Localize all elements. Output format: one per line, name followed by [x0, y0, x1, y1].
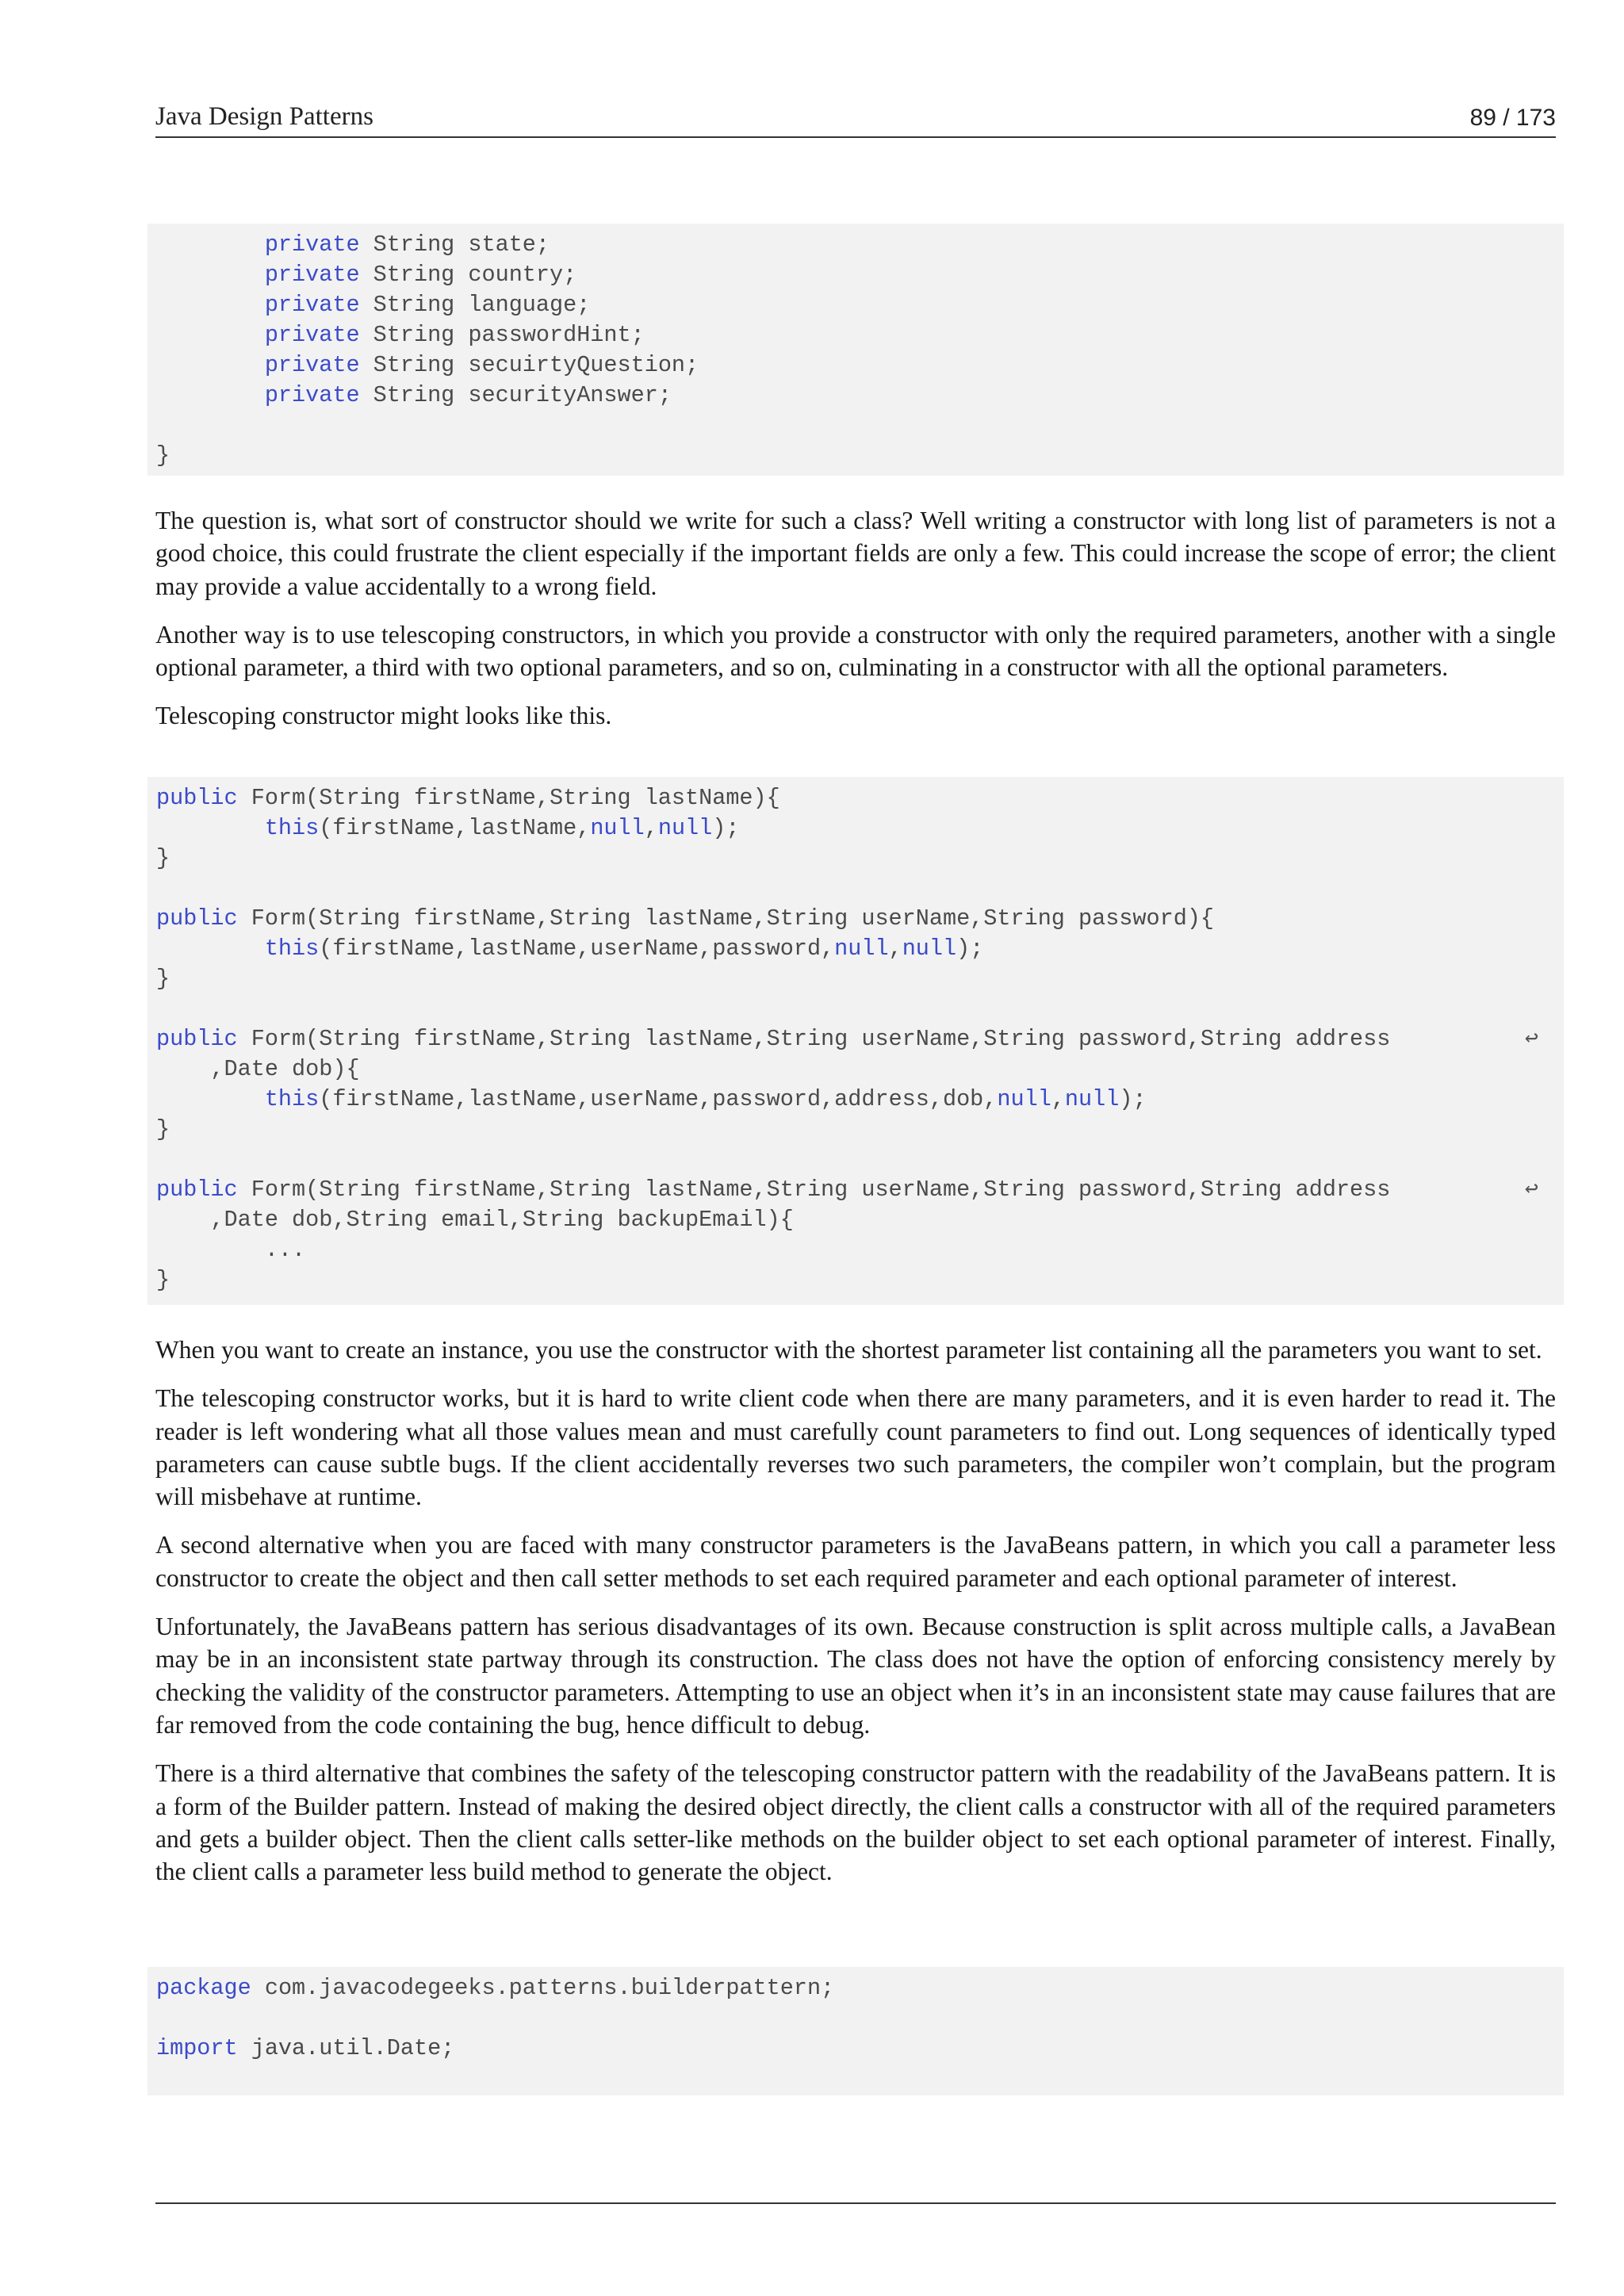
code-text [156, 292, 265, 318]
line-wrap-icon: ↩ [1524, 1026, 1538, 1052]
code-text [156, 322, 265, 348]
code-keyword: private [264, 232, 360, 258]
code-line [156, 813, 1564, 844]
code-text: ); [1119, 1086, 1147, 1112]
paragraph: Another way is to use telescoping constructors, in which you provide a constructor with only the required parameters, another with a single optional parameter, a third with two optional parameters, and so on, culminating in a constructor with all the optional parameters. [155, 620, 1556, 682]
code-text: , [644, 815, 658, 841]
code-text: ... [156, 1237, 306, 1263]
paragraph: The telescoping constructor works, but it is hard to write client code when there are many parameters, and it is even harder to read it. The reader is left wondering what all those values mean and must carefully count parameters to find out. Long sequences of identically typed parameters can cause subtle bugs. If the client accidentally reverses two such parameters, the compiler won’t complain, but the program will misbehave at runtime. [155, 1384, 1556, 1511]
code-line [156, 1115, 1564, 1145]
paragraph: Unfortunately, the JavaBeans pattern has serious disadvantages of its own. Because construction is split across multiple calls, a JavaBean may be in an inconsistent state partway through its construction. The class does not have the option of enforcing consistency merely by checking the validity of the constructor parameters. Attempting to use an object when it’s in an inconsistent state may cause failures that are far removed from the code containing the bug, hence difficult to debug. [155, 1613, 1556, 1739]
code-text: } [156, 1267, 170, 1293]
code-keyword: this [264, 815, 320, 841]
code-block-builder-package [147, 1967, 1564, 2095]
paragraph: The question is, what sort of constructor should we write for such a class? Well writing a constructor with long list of parameters is not a good choice, this could frustrate the client especially if the important fields are only a few. This could increase the scope of error; the client may provide a value accidentally to a wrong field. [155, 507, 1556, 600]
code-text: java.util.Date; [237, 2035, 455, 2061]
code-text: } [156, 442, 170, 469]
code-line [156, 320, 1564, 350]
code-text [156, 1086, 265, 1112]
code-text: Form(String firstName,String lastName,String userName,String password){ [237, 905, 1215, 932]
code-text: (firstName,lastName,userName,password,address,dob, [319, 1086, 998, 1112]
code-text [156, 352, 265, 378]
code-keyword: private [264, 322, 360, 348]
code-keyword: null [1064, 1086, 1120, 1112]
code-line [156, 441, 1564, 471]
footer-rule [155, 2202, 1556, 2204]
code-line [156, 381, 1564, 411]
code-keyword: this [264, 1086, 320, 1112]
code-line [156, 874, 1564, 904]
code-keyword: null [657, 815, 713, 841]
paragraph: A second alternative when you are faced with many constructor parameters is the JavaBeans pattern, in which you call a parameter less constructor to create the object and then call setter methods to set each required parameter and each optional parameter of interest. [155, 1531, 1556, 1592]
code-keyword: null [997, 1086, 1051, 1112]
code-line [156, 290, 1564, 320]
code-line [156, 1085, 1564, 1115]
code-text: Form(String firstName,String lastName,String userName,String password,String address [237, 1026, 1391, 1052]
code-text: Form(String firstName,String lastName){ [237, 785, 780, 811]
code-line [156, 2034, 1564, 2064]
code-line [156, 844, 1564, 874]
code-text: Form(String firstName,String lastName,String userName,String password,String address [237, 1177, 1391, 1203]
code-keyword: this [264, 936, 320, 962]
code-line [156, 994, 1564, 1024]
code-text: String passwordHint; [359, 322, 645, 348]
line-wrap-icon: ↩ [1524, 1177, 1538, 1203]
code-text [156, 382, 265, 408]
code-block-telescoping-constructors [147, 777, 1564, 1305]
code-line [156, 783, 1564, 813]
paragraph: When you want to create an instance, you use the constructor with the shortest parameter list containing all the parameters you want to set. [155, 1336, 1542, 1364]
paragraph: There is a third alternative that combines the safety of the telescoping constructor pattern with the readability of the JavaBeans pattern. It is a form of the Builder pattern. Instead of making the desired object directly, the client calls a constructor with all of the required parameters and gets a builder object. Then the client calls setter-like methods on the builder object to set each optional parameter of interest. Finally, the client calls a parameter less build method to generate the object. [155, 1759, 1556, 1886]
page-header [155, 97, 1556, 138]
code-line [156, 1235, 1564, 1265]
code-keyword: public [156, 1026, 238, 1052]
code-text: com.javacodegeeks.patterns.builderpattern; [251, 1975, 835, 2001]
code-text: String securityAnswer; [359, 382, 672, 408]
code-text [156, 815, 265, 841]
code-line [156, 1054, 1564, 1085]
code-line [156, 411, 1564, 441]
code-line [156, 2003, 1564, 2034]
code-text: ); [956, 936, 984, 962]
code-keyword: private [264, 382, 360, 408]
code-keyword: public [156, 1177, 238, 1203]
prose-section-telescoping [155, 504, 1556, 748]
book-title: Java Design Patterns [155, 102, 373, 131]
code-keyword: import [156, 2035, 238, 2061]
code-text: String state; [359, 232, 550, 258]
code-text [156, 262, 265, 288]
code-line [156, 934, 1564, 964]
code-keyword: null [834, 936, 889, 962]
code-line [156, 904, 1564, 934]
code-keyword: public [156, 785, 238, 811]
code-line [156, 1175, 1564, 1205]
code-line [156, 964, 1564, 994]
page-number: 89 / 173 [1469, 105, 1556, 131]
code-text: , [1051, 1086, 1065, 1112]
code-line [156, 1265, 1564, 1295]
code-text: ,Date dob){ [156, 1056, 360, 1082]
code-text: (firstName,lastName,userName,password, [319, 936, 835, 962]
code-text: , [888, 936, 902, 962]
code-keyword: package [156, 1975, 251, 2001]
code-text: } [156, 845, 170, 871]
code-line [156, 260, 1564, 290]
prose-section-alternatives [155, 1334, 1556, 1904]
code-line [156, 230, 1564, 260]
code-line [156, 1145, 1564, 1175]
code-keyword: null [902, 936, 957, 962]
code-line [156, 1024, 1564, 1054]
code-text: ); [712, 815, 740, 841]
code-text: String language; [359, 292, 591, 318]
code-keyword: public [156, 905, 238, 932]
code-line [156, 1973, 1564, 2003]
code-text: ,Date dob,String email,String backupEmail){ [156, 1207, 794, 1233]
code-keyword: private [264, 262, 360, 288]
code-text [156, 936, 265, 962]
code-keyword: private [264, 292, 360, 318]
code-line [156, 1205, 1564, 1235]
code-text [156, 232, 265, 258]
code-keyword: private [264, 352, 360, 378]
code-text: String country; [359, 262, 577, 288]
code-keyword: null [590, 815, 645, 841]
code-line [156, 2064, 1564, 2094]
code-block-fields [147, 224, 1564, 476]
code-text: } [156, 1116, 170, 1142]
code-line [156, 350, 1564, 381]
paragraph: Telescoping constructor might looks like this. [155, 702, 612, 730]
code-text: } [156, 966, 170, 992]
code-text: (firstName,lastName, [319, 815, 591, 841]
code-text: String secuirtyQuestion; [359, 352, 699, 378]
